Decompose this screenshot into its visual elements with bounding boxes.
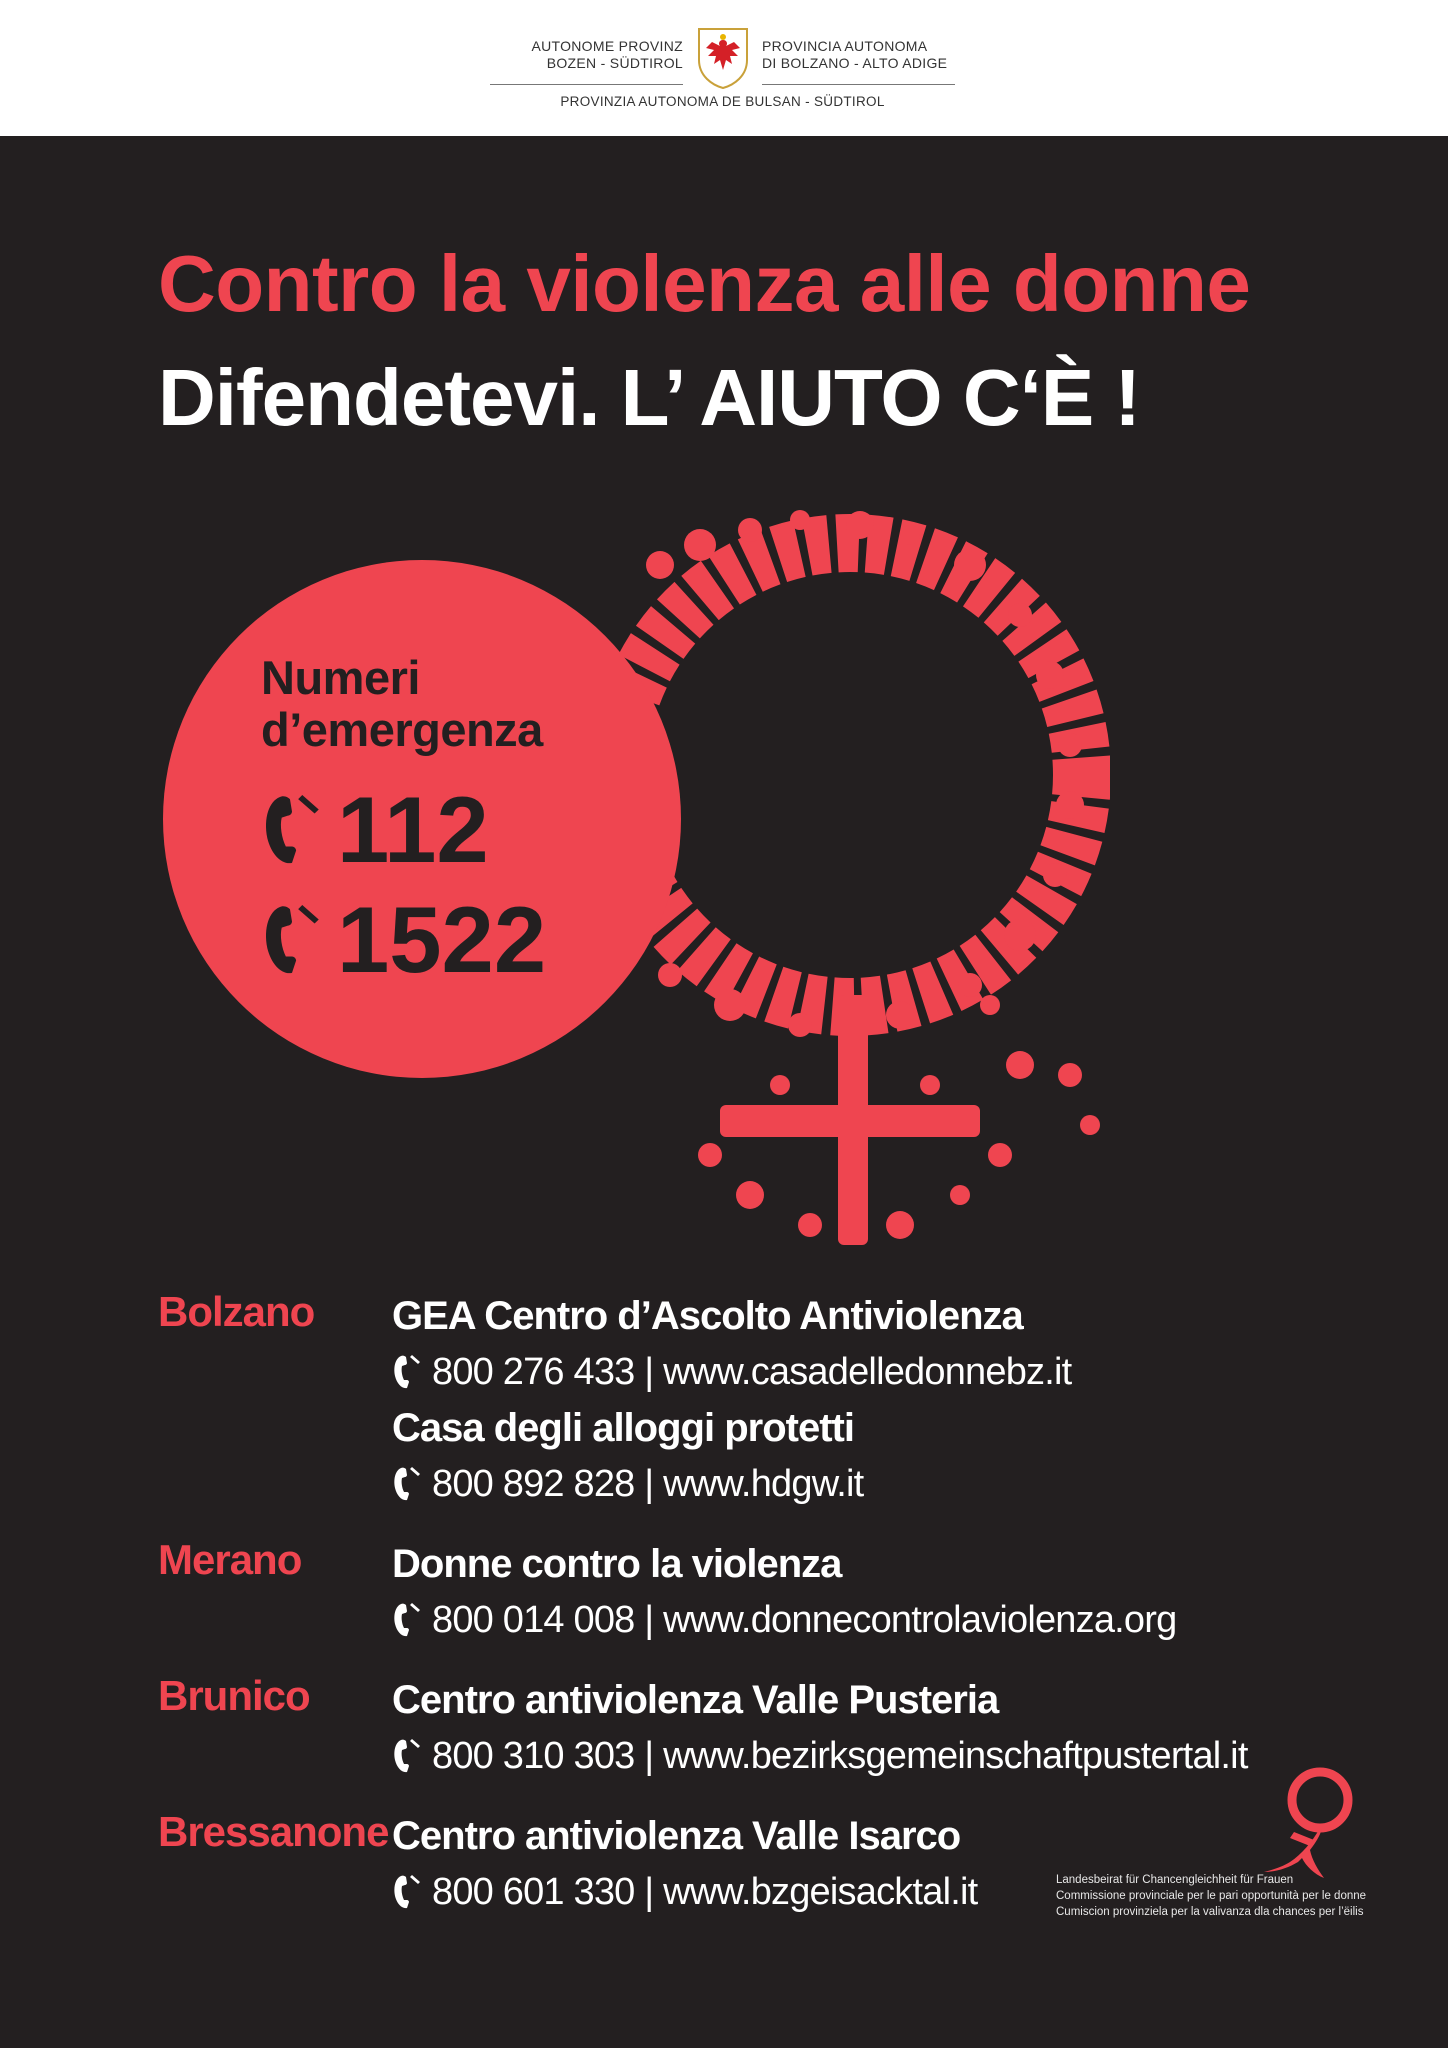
headline-title: Contro la violenza alle donne — [158, 239, 1251, 328]
header-right-text — [762, 38, 962, 72]
city-entries — [392, 1536, 1258, 1648]
city-name: Bressanone — [158, 1808, 389, 1855]
header-divider-right — [762, 84, 955, 85]
emergency-title-line1: Numeri — [261, 651, 420, 704]
city-name: Merano — [158, 1536, 302, 1583]
header-divider-left — [490, 84, 683, 85]
commission-name-line3: Cumiscion provinziela per la valivanza dla chances per l’ëilis — [1056, 1906, 1364, 1918]
contact-text: 800 014 008 | www.donnecontrolaviolenza.org — [432, 1599, 1177, 1641]
org-name: Centro antiviolenza Valle Isarco — [392, 1814, 961, 1858]
header-right-line2: DI BOLZANO - ALTO ADIGE — [762, 55, 948, 71]
org-name: Centro antiviolenza Valle Pusteria — [392, 1678, 999, 1722]
contacts-list — [158, 1288, 1258, 1944]
phone-icon — [392, 1602, 422, 1638]
contact-line[interactable] — [392, 1592, 1258, 1648]
city-entries — [392, 1288, 1258, 1512]
contact-text: 800 276 433 | www.casadelledonnebz.it — [432, 1351, 1072, 1393]
org-name: GEA Centro d’Ascolto Antiviolenza — [392, 1294, 1023, 1338]
header-left-line2: BOZEN - SÜDTIROL — [546, 55, 683, 71]
commission-logo-icon — [1262, 1762, 1358, 1880]
phone-icon — [392, 1738, 422, 1774]
emergency-number-row — [261, 777, 489, 882]
org-name: Donne contro la violenza — [392, 1542, 842, 1586]
phone-icon — [261, 793, 323, 867]
header-bottom-text: PROVINZIA AUTONOMA DE BULSAN - SÜDTIROL — [560, 94, 885, 109]
headline-subtitle: Difendetevi. L’ AIUTO C‘È ! — [158, 353, 1141, 442]
city-name: Bolzano — [158, 1288, 315, 1335]
contact-line[interactable] — [392, 1456, 1258, 1512]
city-name: Brunico — [158, 1672, 310, 1719]
emergency-number[interactable]: 1522 — [337, 887, 547, 992]
commission-name-line2: Commissione provinciale per le pari opportunità per le donne — [1056, 1890, 1367, 1902]
phone-icon — [392, 1874, 422, 1910]
phone-icon — [392, 1354, 422, 1390]
emergency-number-row — [261, 887, 547, 992]
header-bar — [0, 0, 1448, 136]
contact-text: 800 310 303 | www.bezirksgemeinschaftpustertal.it — [432, 1735, 1248, 1777]
contact-text: 800 892 828 | www.hdgw.it — [432, 1463, 864, 1505]
commission-name — [1056, 1872, 1376, 1920]
city-block-bolzano — [158, 1288, 1258, 1512]
phone-icon — [261, 903, 323, 977]
header-right-line1: PROVINCIA AUTONOMA — [762, 38, 928, 54]
coat-of-arms-icon — [696, 26, 750, 90]
contact-line[interactable] — [392, 1344, 1258, 1400]
emergency-number[interactable]: 112 — [337, 777, 489, 882]
emergency-title — [261, 652, 543, 756]
city-block-brunico — [158, 1672, 1258, 1784]
city-entries — [392, 1672, 1258, 1784]
contact-line[interactable] — [392, 1728, 1258, 1784]
emergency-circle — [163, 560, 681, 1078]
city-block-merano — [158, 1536, 1258, 1648]
commission-name-line1: Landesbeirat für Chancengleichheit für Frauen — [1056, 1874, 1294, 1886]
emergency-title-line2: d’emergenza — [261, 703, 543, 756]
phone-icon — [392, 1466, 422, 1502]
contact-text: 800 601 330 | www.bzgeisacktal.it — [432, 1871, 978, 1913]
header-left-text — [490, 38, 683, 72]
org-name: Casa degli alloggi protetti — [392, 1406, 854, 1450]
header-left-line1: AUTONOME PROVINZ — [531, 38, 683, 54]
